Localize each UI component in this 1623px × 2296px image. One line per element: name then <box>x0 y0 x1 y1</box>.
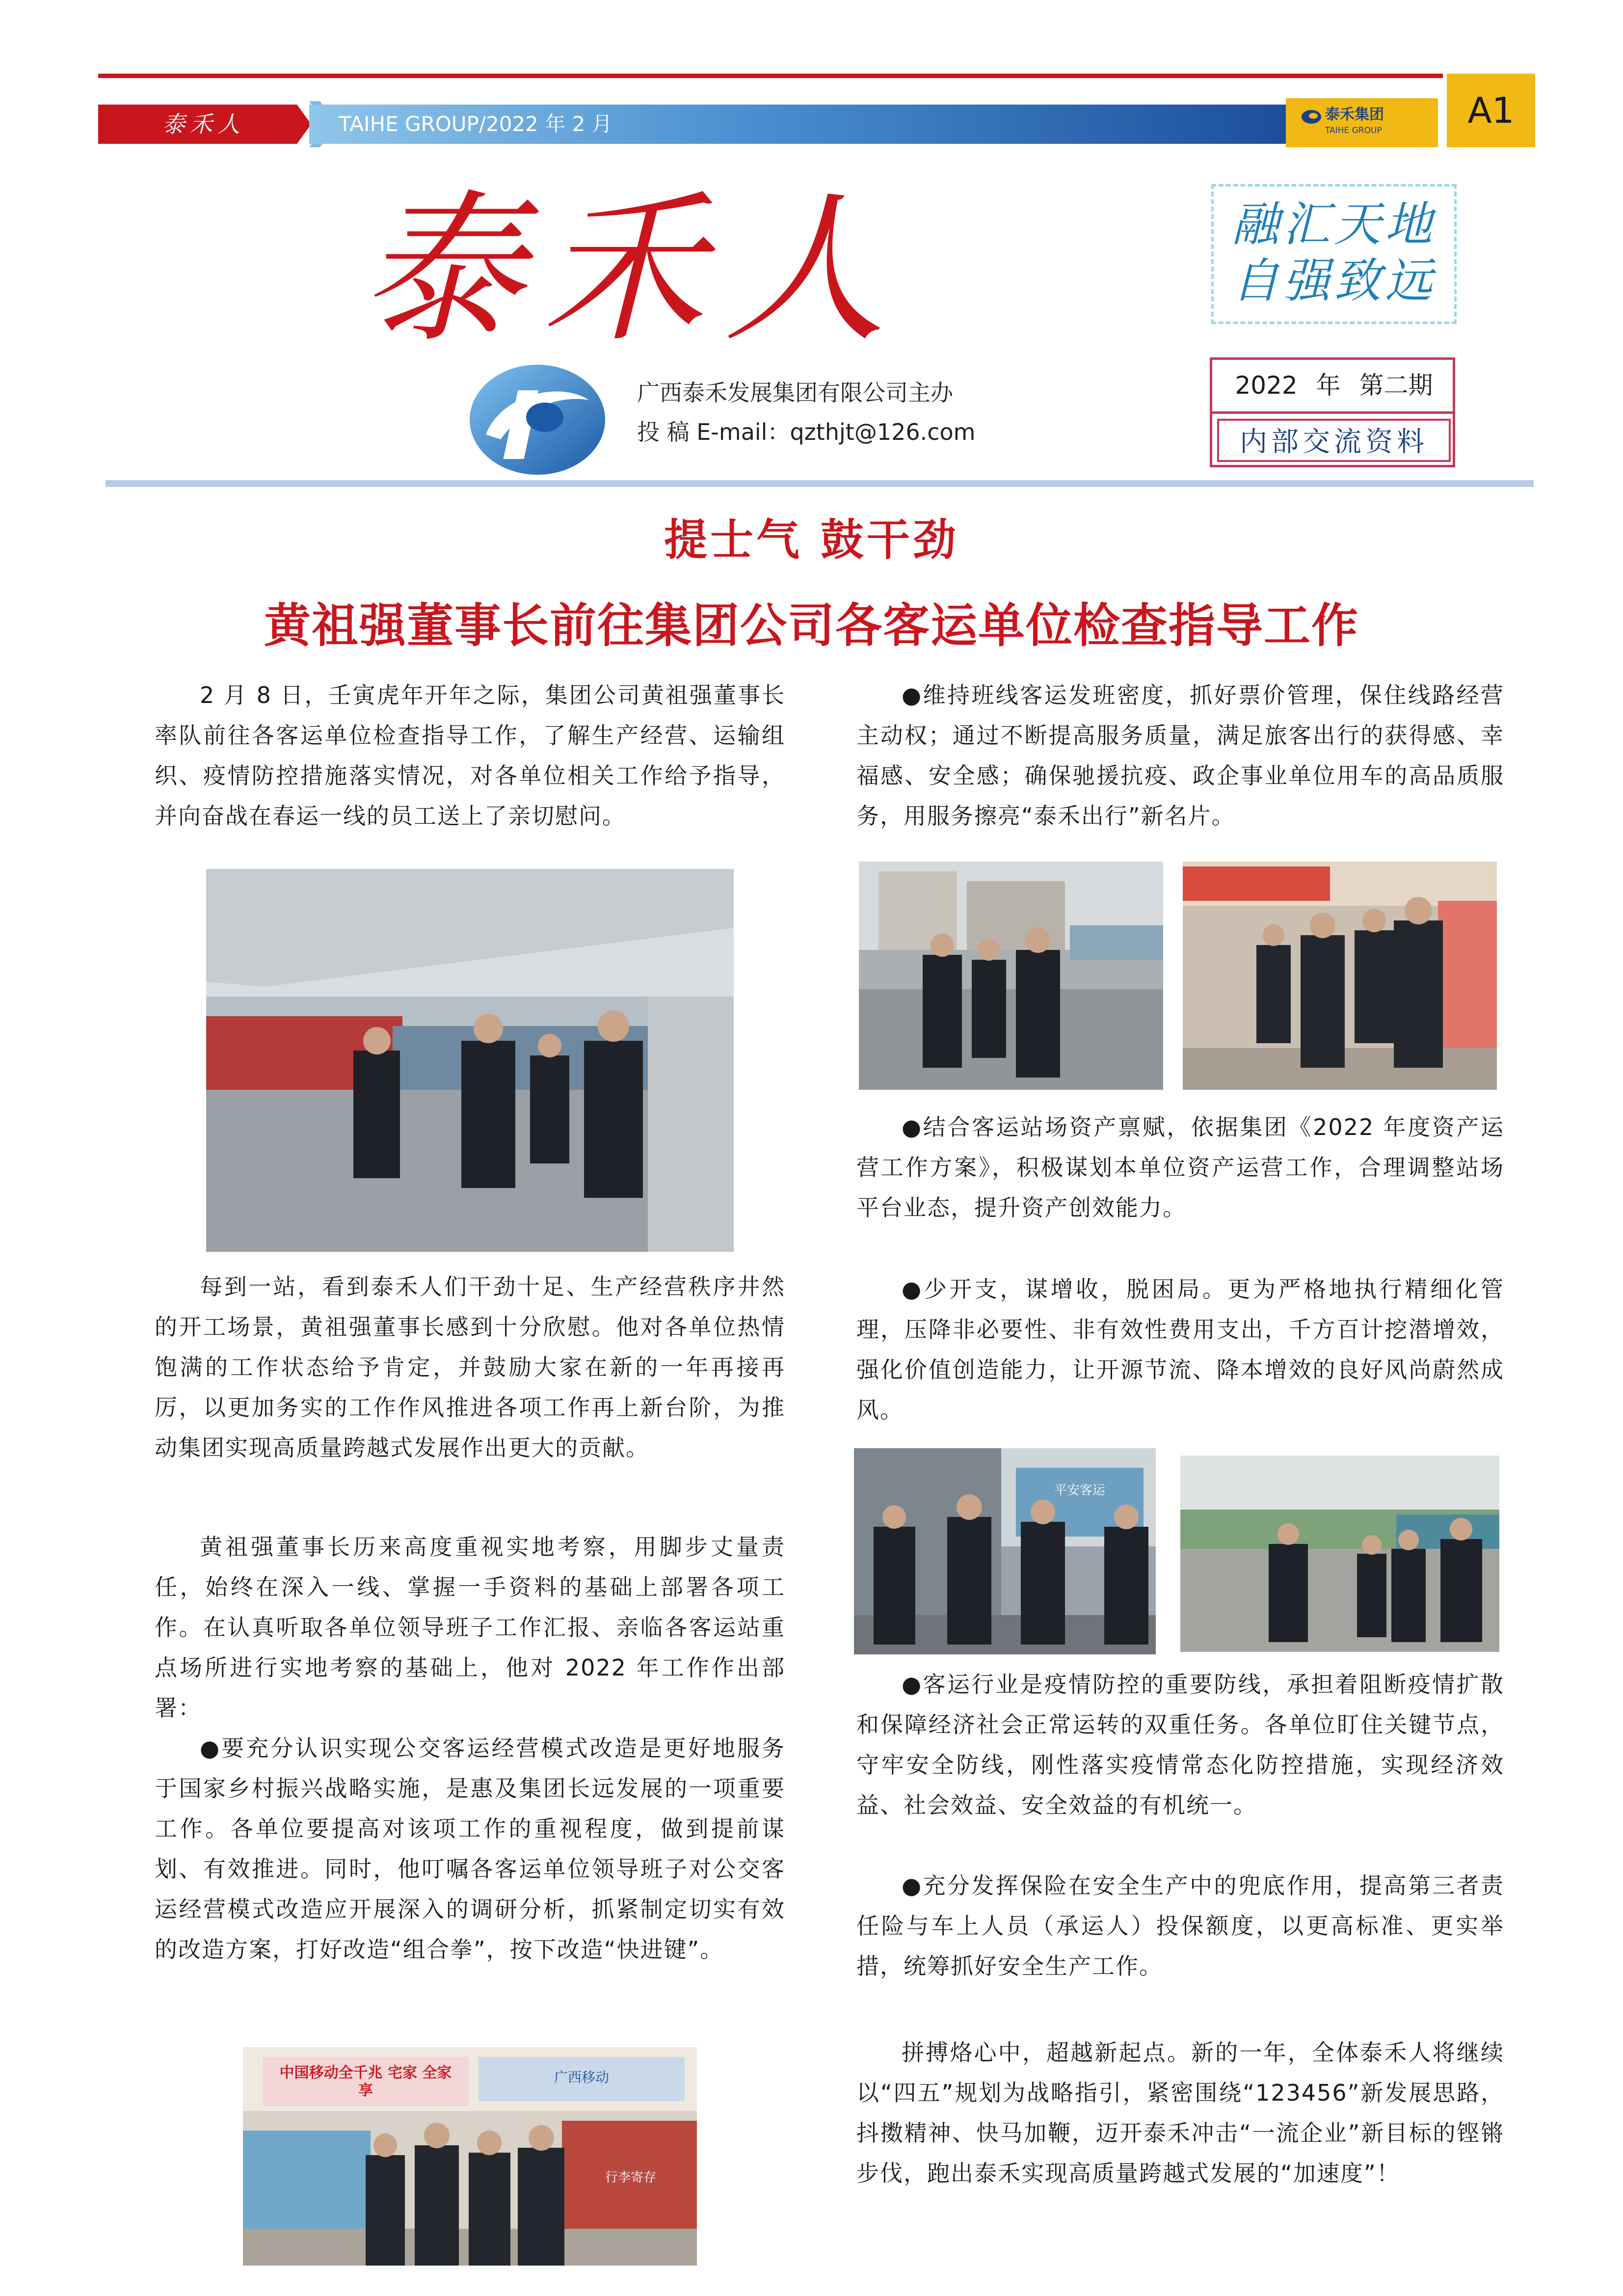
paragraph-text: ●充分发挥保险在安全生产中的兜底作用，提高第三者责任险与车上人员（承运人）投保额度，以更高标准、更实举措，统筹抓好安全生产工作。 <box>856 1872 1504 1979</box>
paragraph-text: ●维持班线客运发班密度，抓好票价管理，保住线路经营主动权；通过不断提高服务质量，满足旅客出行的获得感、幸福感、安全感；确保驰援抗疫、政企事业单位用车的高品质服务，用服务擦亮“泰禾出行”新名片。 <box>856 682 1504 829</box>
internal-material-label: 内部交流资料 <box>1217 419 1451 462</box>
issue-number: 2022 年 第二期 <box>1235 371 1433 400</box>
paragraph-text: ●要充分认识实现公交客运经营模式改造是更好地服务于国家乡村振兴战略实施，是惠及集团长远发展的一项重要工作。各单位要提高对该项工作的重视程度，做到提前谋划、有效推进。同时，他叮嘱各客运单位领导班子对公交客运经营模式改造应开展深入的调研分析，抓紧制定切实有效的改造方案，打好改造“组合拳”，按下改造“快进键”。 <box>155 1735 785 1963</box>
photo-sign-luggage: 行李寄存 <box>605 2170 656 2185</box>
article-paragraph <box>856 1865 1504 1986</box>
article-paragraph <box>155 1267 785 1468</box>
photo-sign-station: 平安客运 <box>1054 1483 1105 1498</box>
article-paragraph <box>856 2032 1504 2193</box>
paragraph-text: 每到一站，看到泰禾人们干劲十足、生产经营秩序井然的开工场景，黄祖强董事长感到十分欣慰。他对各单位热情饱满的工作状态给予肯定，并鼓励大家在新的一年再接再厉，以更加务实的工作作风推进各项工作再上新台阶，为推动集团实现高质量跨越式发展作出更大的贡献。 <box>155 1273 785 1461</box>
headline-kicker: 提士气 鼓干劲 <box>664 514 959 565</box>
article-paragraph <box>155 675 785 836</box>
article-photo-bus-yard <box>859 862 1163 1090</box>
page-number: A1 <box>1447 74 1535 147</box>
section-label: 泰禾人 <box>162 111 245 137</box>
header-divider <box>106 480 1534 487</box>
photo-sign-mobile: 广西移动 <box>554 2069 609 2085</box>
article-paragraph <box>155 1527 785 1970</box>
article-paragraph <box>856 1664 1504 1825</box>
paragraph-text: 2 月 8 日，壬寅虎年开年之际，集团公司黄祖强董事长率队前往各客运单位检查指导工作，了解生产经营、运输组织、疫情防控措施落实情况，对各单位相关工作给予指导，并向奋战在春运一线的员工送上了亲切慰问。 <box>155 682 785 829</box>
article-photo-inspection-walk <box>206 869 734 1252</box>
paragraph-text: ●客运行业是疫情防控的重要防线，承担着阻断疫情扩散和保障经济社会正常运转的双重任务。各单位盯住关键节点，守牢安全防线，刚性落实疫情常态化防控措施，实现经济效益、社会效益、安全效益的有机统一。 <box>856 1671 1504 1818</box>
group-logo-name: 泰禾集团 <box>1325 106 1384 123</box>
group-logo-subtitle: TAIHE GROUP <box>1325 126 1382 135</box>
article-paragraph <box>856 1107 1504 1228</box>
edition-label: TAIHE GROUP/2022 年 2 月 <box>339 112 612 136</box>
headline-main: 黄祖强董事长前往集团公司各客运单位检查指导工作 <box>264 599 1359 653</box>
paragraph-text: ●结合客运站场资产禀赋，依据集团《2022 年度资产运营工作方案》，积极谋划本单位资产运营工作，合理调整站场平台业态，提升资产创效能力。 <box>856 1114 1504 1221</box>
header-top-rule <box>98 74 1443 78</box>
article-photo-waiting-hall <box>1183 862 1497 1090</box>
masthead-title: 泰禾人 <box>361 176 905 364</box>
motto-line-2: 自强致远 <box>1232 253 1436 308</box>
issue-divider <box>1211 411 1454 414</box>
group-logo-icon <box>1301 106 1322 128</box>
article-photo-station-shop <box>243 2047 697 2266</box>
paragraph-text: 黄祖强董事长历来高度重视实地考察，用脚步丈量责任，始终在深入一线、掌握一手资料的基础上部署各项工作。在认真听取各单位领导班子工作汇报、亲临各客运站重点场所进行实地考察的基础上，他对 2022 年工作作出部署： <box>155 1534 785 1721</box>
company-emblem-icon <box>466 361 609 479</box>
publisher-line: 广西泰禾发展集团有限公司主办 <box>637 379 953 406</box>
article-paragraph <box>856 1269 1504 1430</box>
photo-sign-promo: 中国移动全千兆 宅家 全家享 <box>279 2064 452 2099</box>
article-photo-station-office <box>854 1448 1156 1654</box>
motto-line-1: 融汇天地 <box>1232 197 1436 252</box>
paragraph-text: ●少开支，谋增收，脱困局。更为严格地执行精细化管理，压降非必要性、非有效性费用支出，千方百计挖潜增效，强化价值创造能力，让开源节流、降本增效的良好风尚蔚然成风。 <box>856 1276 1504 1423</box>
article-photo-parking-lot <box>1180 1456 1499 1652</box>
article-paragraph <box>856 675 1504 836</box>
submission-email: 投 稿 E-mail：qzthjt@126.com <box>637 419 976 445</box>
paragraph-text: 拼搏烙心中，超越新起点。新的一年，全体泰禾人将继续以“四五”规划为战略指引，紧密围绕“123456”新发展思路，抖擞精神、快马加鞭，迈开泰禾冲击“一流企业”新目标的铿锵步伐，跑出泰禾实现高质量跨越式发展的“加速度”！ <box>856 2039 1504 2187</box>
